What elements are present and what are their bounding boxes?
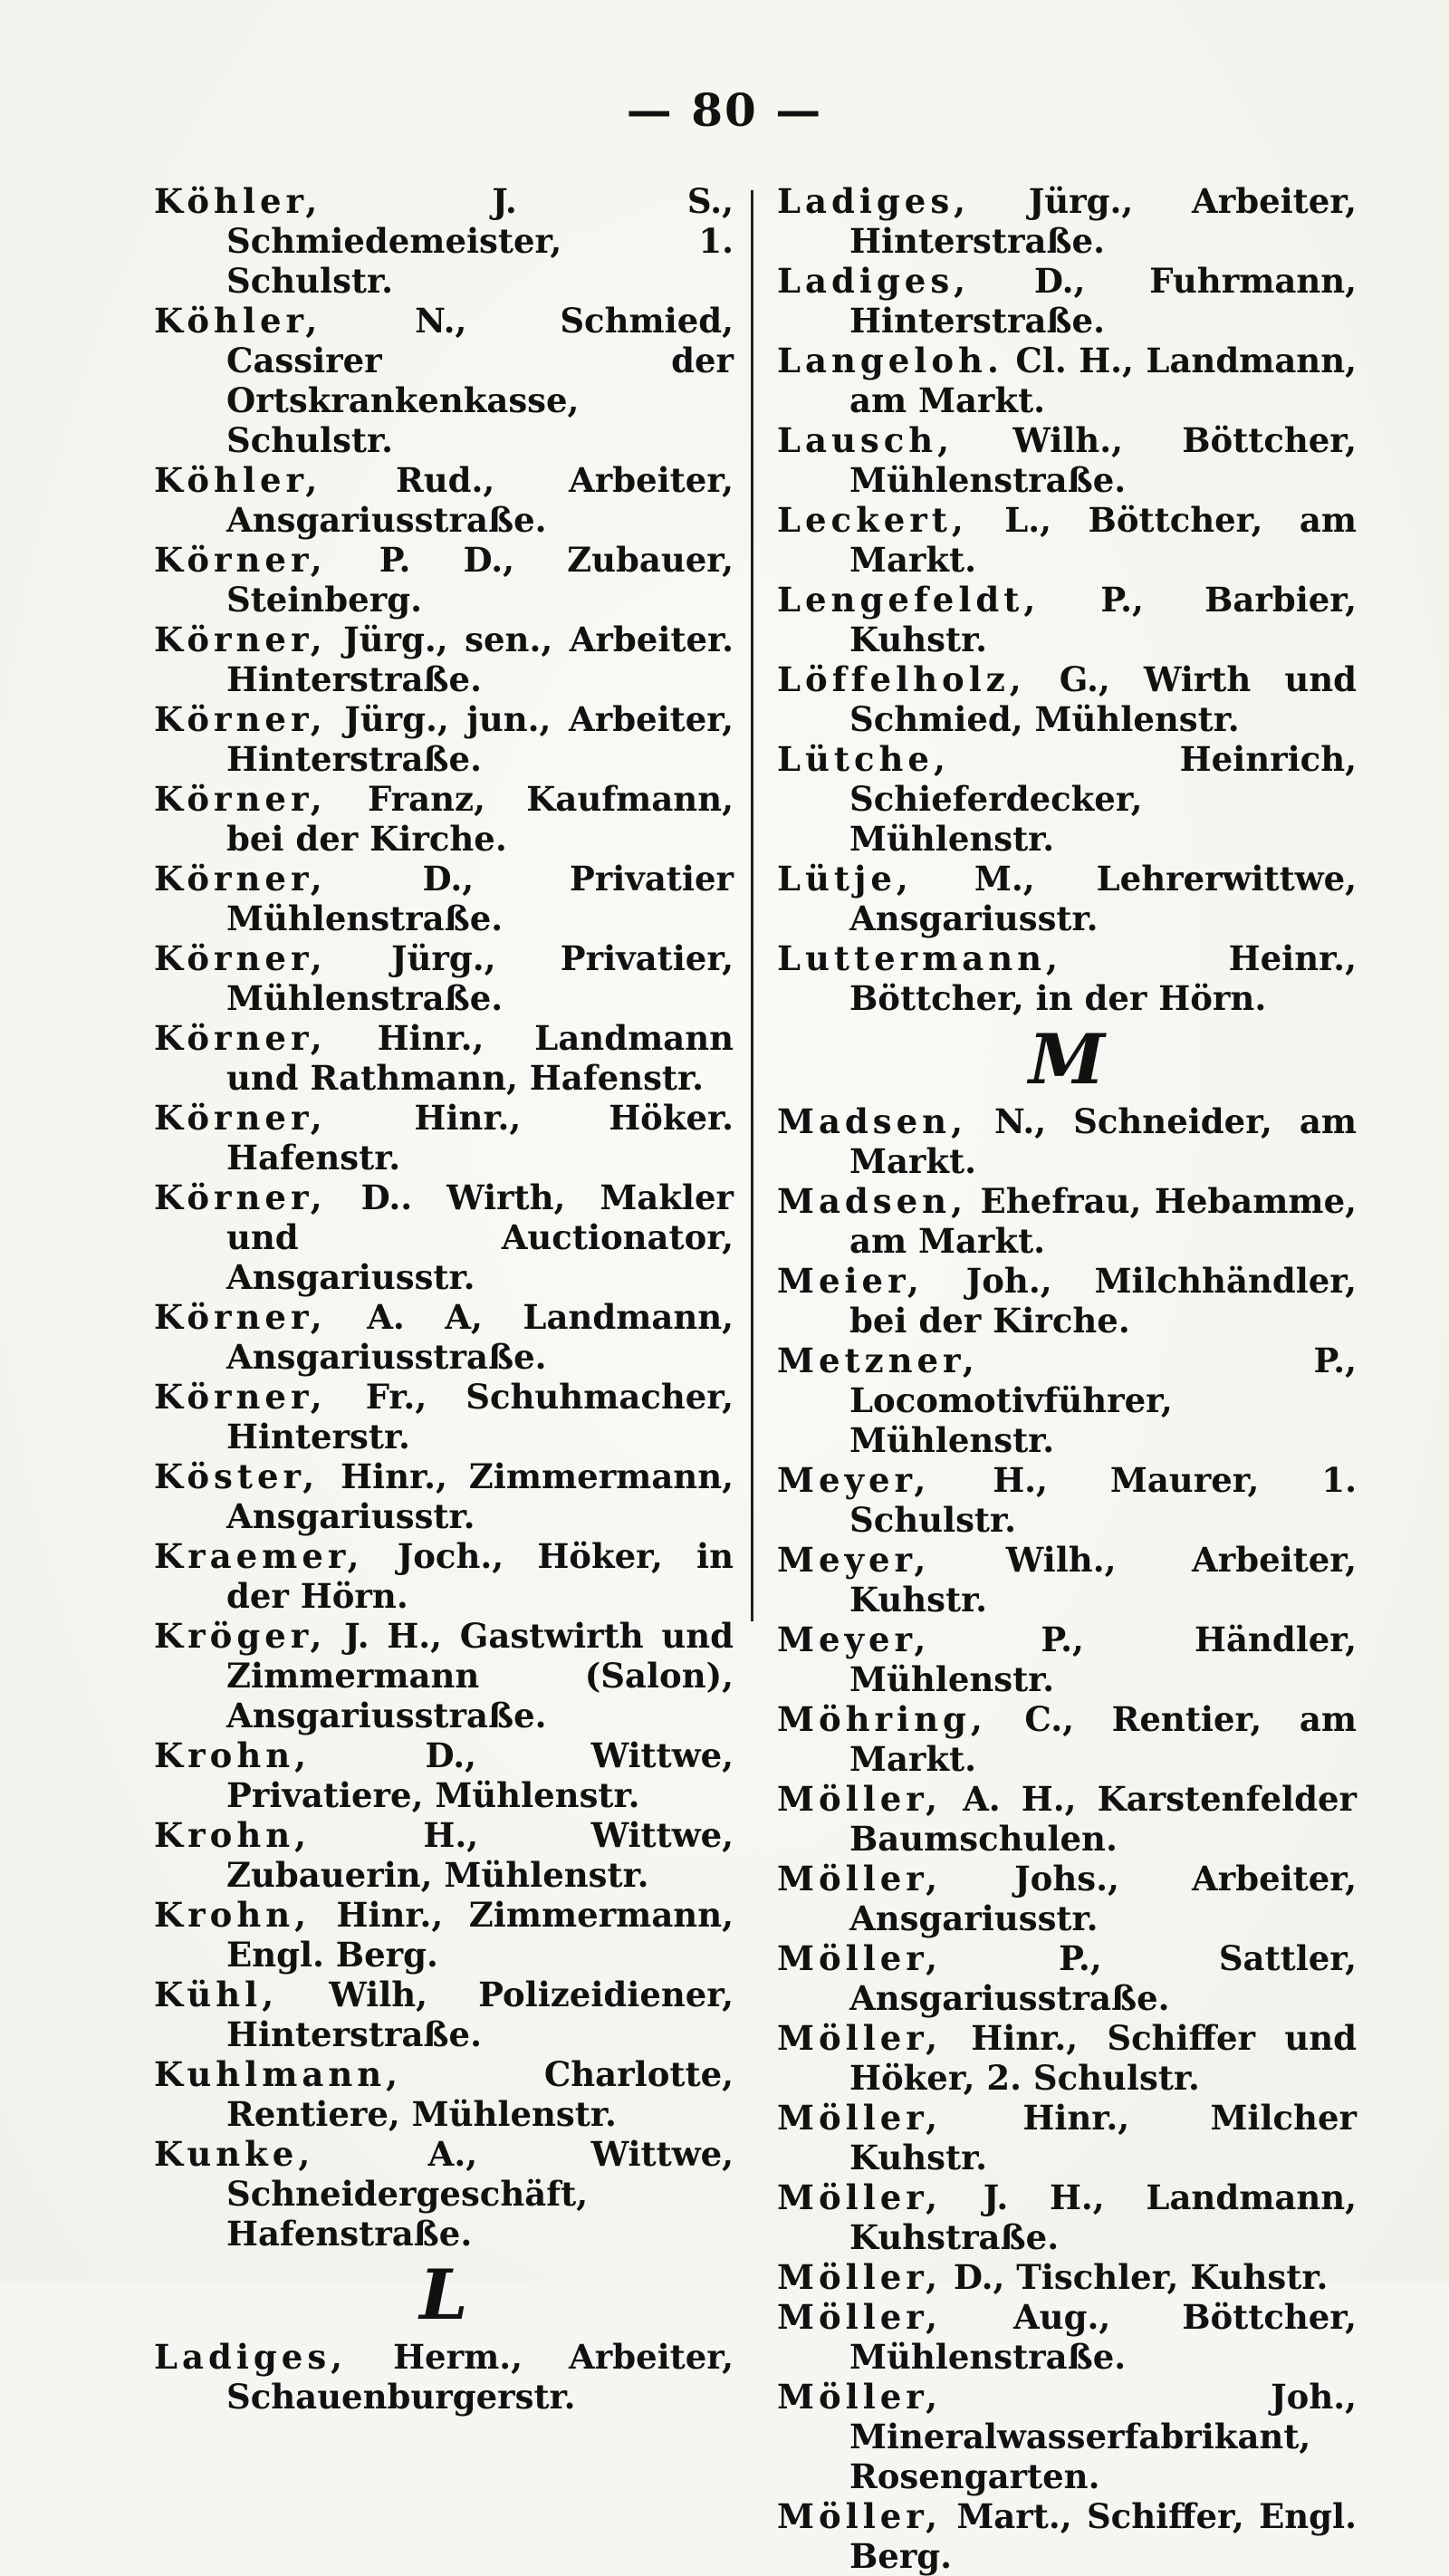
directory-entry xyxy=(777,2377,1357,2496)
entry-details: P., Händler, Mühlenstr. xyxy=(849,1620,1357,1699)
directory-entry xyxy=(777,1101,1357,1181)
directory-entry xyxy=(154,2054,734,2134)
entry-surname: Krohn, xyxy=(154,1815,312,1855)
right-column xyxy=(777,181,1357,2576)
directory-entry xyxy=(777,1699,1357,1779)
section-letter-l: L xyxy=(419,2254,468,2335)
directory-entry xyxy=(777,2098,1357,2177)
entry-details: Herm., Arbeiter, Schauenburgerstr. xyxy=(226,2337,734,2417)
entry-surname: Möller, xyxy=(777,2018,942,2058)
directory-entry xyxy=(154,859,734,938)
entry-details: Mart., Schiffer, Engl. Berg. xyxy=(849,2496,1357,2576)
entry-details: J. H., Landmann, Kuhstraße. xyxy=(849,2177,1357,2257)
left-column xyxy=(154,181,734,2417)
entry-surname: Köhler, xyxy=(154,301,322,341)
entry-details: Hinr., Milcher Kuhstr. xyxy=(849,2098,1357,2177)
entry-surname: Metzner, xyxy=(777,1341,979,1380)
directory-entry xyxy=(154,1735,734,1815)
entry-surname: Krohn, xyxy=(154,1735,312,1775)
directory-entry xyxy=(777,1540,1357,1620)
directory-entry xyxy=(777,1938,1357,2018)
entry-surname: Meier, xyxy=(777,1261,924,1301)
entry-details: P. D., Zubauer, Steinberg. xyxy=(226,540,734,620)
directory-entry xyxy=(777,580,1357,659)
right-entries xyxy=(777,181,1357,1018)
entry-details: C., Rentier, am Markt. xyxy=(849,1699,1357,1779)
directory-entry xyxy=(154,938,734,1018)
directory-entry xyxy=(154,779,734,859)
directory-entry xyxy=(777,1181,1357,1261)
entry-details: Joh., Mineralwasserfabrikant, Rosengarten. xyxy=(849,2377,1357,2496)
entry-surname: Möller, xyxy=(777,2377,942,2417)
directory-entry xyxy=(777,938,1357,1018)
entry-details: Jürg., Arbeiter, Hinterstraße. xyxy=(849,181,1357,261)
entry-details: Hinr., Höker. Hafenstr. xyxy=(226,1098,734,1177)
directory-entry xyxy=(777,181,1357,261)
entry-details: G., Wirth und Schmied, Mühlenstr. xyxy=(849,659,1357,739)
entry-surname: Luttermann, xyxy=(777,938,1062,978)
directory-entry xyxy=(777,1620,1357,1699)
directory-entry xyxy=(777,2496,1357,2576)
entry-surname: Ladiges, xyxy=(154,2337,348,2377)
entry-surname: Meyer, xyxy=(777,1620,931,1659)
directory-entry xyxy=(777,659,1357,739)
directory-entry xyxy=(777,341,1357,420)
entry-surname: Möller, xyxy=(777,2297,942,2337)
directory-entry xyxy=(154,1297,734,1377)
directory-entry xyxy=(777,1779,1357,1859)
entry-surname: Löffelholz, xyxy=(777,659,1026,699)
entry-surname: Körner, xyxy=(154,859,327,899)
entry-details: D.. Wirth, Makler und Auctionator, Ansgariusstr. xyxy=(226,1177,734,1297)
entry-details: P., Barbier, Kuhstr. xyxy=(849,580,1357,659)
directory-entry xyxy=(777,261,1357,341)
entry-surname: Kröger, xyxy=(154,1616,327,1656)
entry-surname: Kuhlmann, xyxy=(154,2054,403,2094)
entry-surname: Möller, xyxy=(777,2177,942,2217)
entry-details: Heinr., Böttcher, in der Hörn. xyxy=(849,938,1357,1018)
entry-surname: Kraemer, xyxy=(154,1536,364,1576)
directory-entry xyxy=(154,699,734,779)
entry-surname: Ladiges, xyxy=(777,181,971,221)
directory-entry xyxy=(777,2177,1357,2257)
entry-surname: Körner, xyxy=(154,620,327,659)
entry-details: N., Schmied, Cassirer der Ortskrankenkasse, Schulstr. xyxy=(226,301,734,460)
directory-entry xyxy=(777,739,1357,859)
directory-entry xyxy=(777,500,1357,580)
entry-surname: Möller, xyxy=(777,1938,942,1978)
directory-entry xyxy=(154,301,734,460)
entry-details: Johs., Arbeiter, Ansgariusstr. xyxy=(849,1859,1357,1938)
directory-entry xyxy=(154,1377,734,1456)
entry-surname: Möller, xyxy=(777,1859,942,1898)
entry-details: P., Locomotivführer, Mühlenstr. xyxy=(849,1341,1357,1460)
directory-entry xyxy=(777,1341,1357,1460)
entry-details: D., Wittwe, Privatiere, Mühlenstr. xyxy=(226,1735,734,1815)
entry-surname: Körner, xyxy=(154,699,327,739)
entry-details: Ehefrau, Hebamme, am Markt. xyxy=(849,1181,1357,1261)
entry-details: Joh., Milchhändler, bei der Kirche. xyxy=(849,1261,1357,1341)
directory-entry xyxy=(777,1859,1357,1938)
directory-entry xyxy=(154,181,734,301)
entry-details: Wilh., Arbeiter, Kuhstr. xyxy=(849,1540,1357,1620)
entry-details: Hinr., Schiffer und Höker, 2. Schulstr. xyxy=(849,2018,1357,2098)
entry-surname: Möller, xyxy=(777,2257,942,2297)
entry-surname: Körner, xyxy=(154,1177,327,1217)
directory-entry xyxy=(777,859,1357,938)
directory-entry xyxy=(777,420,1357,500)
column-divider xyxy=(751,190,753,1621)
entry-details: Aug., Böttcher, Mühlenstraße. xyxy=(849,2297,1357,2377)
directory-entry xyxy=(154,1018,734,1098)
entry-surname: Möhring, xyxy=(777,1699,987,1739)
entry-surname: Köster, xyxy=(154,1456,320,1496)
entry-details: A. A, Landmann, Ansgariusstraße. xyxy=(226,1297,734,1377)
entry-details: H., Maurer, 1. Schulstr. xyxy=(849,1460,1357,1540)
directory-entry xyxy=(777,2297,1357,2377)
entry-details: Joch., Höker, in der Hörn. xyxy=(226,1536,734,1616)
entry-surname: Meyer, xyxy=(777,1540,931,1580)
entry-surname: Meyer, xyxy=(777,1460,931,1500)
entry-details: Jürg., sen., Arbeiter. Hinterstraße. xyxy=(226,620,734,699)
entry-surname: Köhler, xyxy=(154,181,322,221)
entry-details: A. H., Karstenfelder Baumschulen. xyxy=(849,1779,1357,1859)
entry-details: Cl. H., Landmann, am Markt. xyxy=(849,341,1357,420)
entry-surname: Möller, xyxy=(777,1779,942,1819)
entry-details: J. H., Gastwirth und Zimmermann (Salon), Ansgariusstraße. xyxy=(226,1616,734,1735)
directory-entry xyxy=(154,1616,734,1735)
entry-surname: Kühl, xyxy=(154,1975,279,2014)
entry-details: Hinr., Landmann und Rathmann, Hafenstr. xyxy=(226,1018,734,1098)
directory-entry xyxy=(154,1975,734,2054)
entry-details: Fr., Schuhmacher, Hinterstr. xyxy=(226,1377,734,1456)
entry-details: N., Schneider, am Markt. xyxy=(849,1101,1357,1181)
entry-surname: Leckert, xyxy=(777,500,968,540)
entry-surname: Madsen, xyxy=(777,1101,967,1141)
entry-details: A., Wittwe, Schneidergeschäft, Hafenstraße. xyxy=(226,2134,734,2254)
entry-details: Wilh., Böttcher, Mühlenstraße. xyxy=(849,420,1357,500)
entry-surname: Körner, xyxy=(154,779,327,819)
directory-entry xyxy=(154,1098,734,1177)
entry-details: M., Lehrerwittwe, Ansgariusstr. xyxy=(849,859,1357,938)
entry-details: Hinr., Zimmermann, Engl. Berg. xyxy=(226,1895,734,1975)
directory-entry xyxy=(154,1895,734,1975)
directory-entry xyxy=(777,2257,1357,2297)
entry-details: P., Sattler, Ansgariusstraße. xyxy=(849,1938,1357,2018)
directory-entry xyxy=(777,2018,1357,2098)
entry-surname: Körner, xyxy=(154,1377,327,1417)
directory-entry xyxy=(154,1815,734,1895)
entry-details: D., Tischler, Kuhstr. xyxy=(941,2257,1329,2297)
directory-entry xyxy=(154,2134,734,2254)
entry-surname: Körner, xyxy=(154,1018,327,1058)
entry-details: Jürg., Privatier, Mühlenstraße. xyxy=(226,938,734,1018)
entry-details: Rud., Arbeiter, Ansgariusstraße. xyxy=(226,460,734,540)
entry-details: Wilh, Polizeidiener, Hinterstraße. xyxy=(226,1975,734,2054)
entry-details: Charlotte, Rentiere, Mühlenstr. xyxy=(226,2054,734,2134)
entry-details: Jürg., jun., Arbeiter, Hinterstraße. xyxy=(226,699,734,779)
directory-entry xyxy=(154,1456,734,1536)
section-letter-m: M xyxy=(1028,1019,1106,1100)
entry-surname: Ladiges, xyxy=(777,261,971,301)
entry-surname: Lausch, xyxy=(777,420,955,460)
entry-surname: Möller, xyxy=(777,2496,942,2536)
entry-surname: Körner, xyxy=(154,1098,327,1138)
entry-details: D., Privatier Mühlenstraße. xyxy=(226,859,734,938)
left-entries-after xyxy=(154,2337,734,2417)
entry-surname: Lütje, xyxy=(777,859,913,899)
directory-entry xyxy=(777,1261,1357,1341)
directory-entry xyxy=(154,540,734,620)
entry-surname: Lütche, xyxy=(777,739,950,779)
directory-entry xyxy=(154,2337,734,2417)
directory-entry xyxy=(154,460,734,540)
directory-entry xyxy=(154,1177,734,1297)
entry-details: Hinr., Zimmermann, Ansgariusstr. xyxy=(226,1456,734,1536)
entry-details: H., Wittwe, Zubauerin, Mühlenstr. xyxy=(226,1815,734,1895)
entry-details: D., Fuhrmann, Hinterstraße. xyxy=(849,261,1357,341)
entry-surname: Kunke, xyxy=(154,2134,315,2174)
entry-details: L., Böttcher, am Markt. xyxy=(849,500,1357,580)
entry-details: Heinrich, Schieferdecker, Mühlenstr. xyxy=(849,739,1357,859)
entry-surname: Körner, xyxy=(154,938,327,978)
directory-entry xyxy=(777,1460,1357,1540)
right-entries-after xyxy=(777,1101,1357,2576)
left-entries xyxy=(154,181,734,2254)
entry-details: J. S., Schmiedemeister, 1. Schulstr. xyxy=(226,181,734,301)
entry-surname: Krohn, xyxy=(154,1895,312,1935)
page-number: — 80 — xyxy=(626,83,823,137)
entry-surname: Körner, xyxy=(154,1297,327,1337)
entry-surname: Langeloh. xyxy=(777,341,1003,380)
entry-surname: Madsen, xyxy=(777,1181,967,1221)
entry-surname: Köhler, xyxy=(154,460,322,500)
entry-surname: Lengefeldt, xyxy=(777,580,1041,620)
entry-surname: Möller, xyxy=(777,2098,942,2138)
directory-entry xyxy=(154,1536,734,1616)
entry-surname: Körner, xyxy=(154,540,327,580)
entry-details: Franz, Kaufmann, bei der Kirche. xyxy=(226,779,734,859)
directory-entry xyxy=(154,620,734,699)
